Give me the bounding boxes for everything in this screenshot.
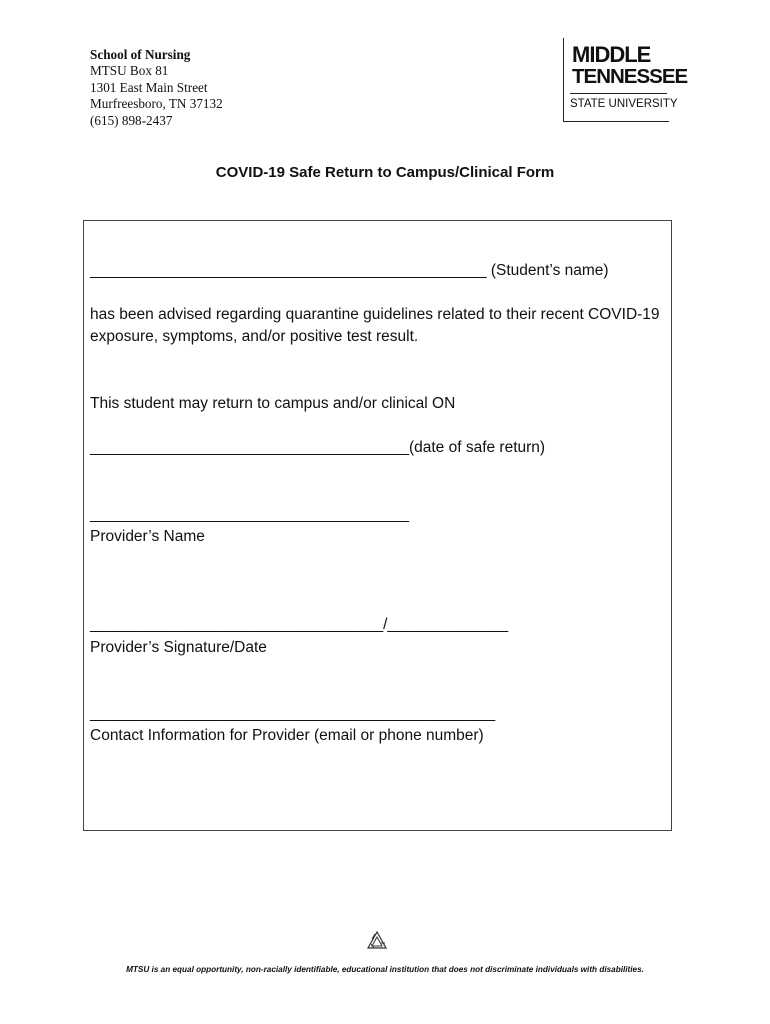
provider-name-line[interactable]: _____________________________________	[90, 506, 409, 523]
address-block	[90, 47, 223, 129]
logo-divider	[570, 93, 667, 94]
form-title: COVID-19 Safe Return to Campus/Clinical Form	[215, 164, 555, 181]
provider-signature-label: Provider’s Signature/Date	[90, 639, 267, 656]
recycle-icon	[366, 930, 388, 952]
footer-disclaimer: MTSU is an equal opportunity, non-racially identifiable, educational institution that does not discriminate individuals with disabilities.	[126, 965, 644, 974]
return-text: This student may return to campus and/or clinical ON	[90, 395, 456, 412]
address-line: 1301 East Main Street	[90, 79, 208, 95]
logo-line-3: STATE UNIVERSITY	[570, 98, 678, 110]
university-logo	[563, 38, 688, 122]
return-date-line[interactable]: _____________________________________(date of safe return)	[90, 439, 546, 456]
address-line: Murfreesboro, TN 37132	[90, 96, 223, 112]
logo-line-1: MIDDLE	[572, 42, 651, 67]
student-name-line[interactable]: ______________________________________________ (Student’s name)	[90, 262, 609, 279]
provider-signature-line[interactable]: __________________________________/______________	[90, 616, 509, 633]
advised-text: has been advised regarding quarantine guidelines related to their recent COVID-19 exposure, symptoms, and/or positive test result.	[90, 306, 660, 345]
provider-contact-label: Contact Information for Provider (email or phone number)	[90, 727, 484, 744]
logo-line-2: TENNESSEE	[572, 65, 688, 88]
department-name: School of Nursing	[90, 47, 191, 62]
address-line: MTSU Box 81	[90, 63, 169, 79]
phone-number: (615) 898-2437	[90, 112, 173, 128]
provider-name-label: Provider’s Name	[90, 528, 205, 545]
provider-contact-line[interactable]: _______________________________________________	[90, 705, 496, 722]
